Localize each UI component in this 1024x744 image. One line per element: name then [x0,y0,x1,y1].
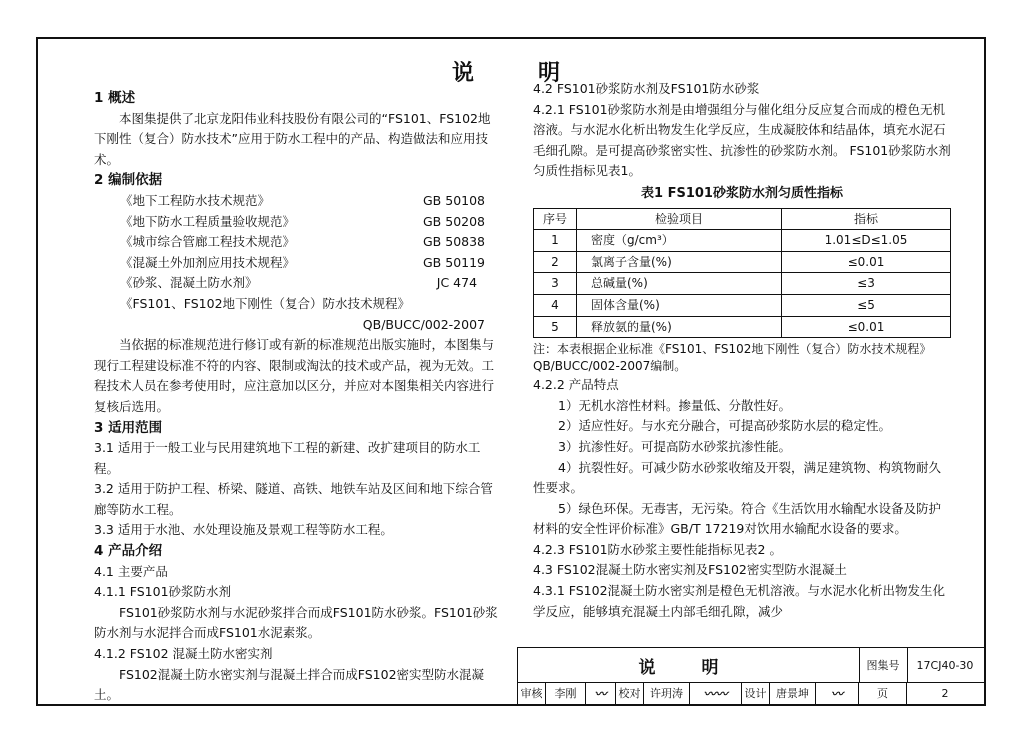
page-label: 页 [859,682,907,704]
standard-item: 《砂浆、混凝土防水剂》 JC 474 [120,275,485,291]
title-block-row-1 [518,648,984,683]
section-2-paragraph: 当依据的标准规范进行修订或有新的标准规范出版实施时，本图集与现行工程建设标准不符的内容、限制或淘汰的技术或产品，视为无效。工程技术人员在参考使用时，应注意加以区分，并应对本图集相关内容进行复核后选用。 [94,337,495,414]
feature-3: 3）抗渗性好。可提高防水砂浆抗渗性能。 [558,438,791,454]
feature-5: 5）绿色环保。无毒害，无污染。符合《生活饮用水输配水设备及防护材料的安全性评价标准》GB/T 17219对饮用水输配水设备的要求。 [533,500,941,537]
standard-item: 《地下防水工程质量验收规范》 GB 50208 [120,213,485,229]
clause-4-2: 4.2 FS101砂浆防水剂及FS101防水砂浆 [533,81,760,96]
table-row: 1 密度（g/cm³） 1.01≤D≤1.05 [534,230,951,252]
design-label: 设计 [742,682,770,704]
uniformity-table [533,208,951,339]
section-1-heading: 1 概述 [94,90,136,106]
feature-4: 4）抗裂性好。可减少防水砂浆收缩及开裂，满足建筑物、构筑物耐久性要求。 [533,459,941,496]
section-1-paragraph: 本图集提供了北京龙阳伟业科技股份有限公司的“FS101、FS102地下刚性（复合）防水技术”应用于防水工程中的产品、构造做法和应用技术。 [94,110,491,167]
section-4-heading: 4 产品介绍 [94,543,163,560]
designer-name: 唐景坤 [770,682,816,704]
clause-4-1-2-paragraph: FS102混凝土防水密实剂与混凝土拌合而成FS102密实型防水混凝土。 [94,666,485,703]
check-label: 校对 [616,682,644,704]
title-char-1: 说 [452,61,477,86]
atlas-number: 17CJ40-30 [916,658,974,672]
table-header-value: 指标 [782,208,951,230]
table-row: 5 释放氨的量(%) ≤0.01 [534,316,951,338]
page-number: 2 [941,686,949,700]
clause-4-2-2: 4.2.2 产品特点 [533,377,619,393]
clause-3-1: 3.1 适用于一般工业与民用建筑地下工程的新建、改扩建项目的防水工程。 [94,440,481,476]
atlas-label: 图集号 [859,648,908,682]
table-row: 4 固体含量(%) ≤5 [534,294,951,316]
clause-4-1-1-paragraph: FS101砂浆防水剂与水泥砂浆拌合而成FS101防水砂浆。FS101砂浆防水剂与水泥拌合而成FS101水泥素浆。 [94,604,498,641]
reviewer-signature: 〰 [586,682,616,704]
title-char-2: 明 [538,61,563,86]
section-3-heading: 3 适用范围 [94,419,163,436]
designer-signature: 〰 [816,682,859,704]
clause-4-1: 4.1 主要产品 [94,563,168,579]
title-block [517,647,984,704]
table-row: 2 氯离子含量(%) ≤0.01 [534,251,951,273]
feature-1: 1）无机水溶性材料。掺量低、分散性好。 [558,397,791,413]
clause-3-3: 3.3 适用于水池、水处理设施及景观工程等防水工程。 [94,522,393,538]
standard-item: 《混凝土外加剂应用技术规程》 GB 50119 [120,254,485,270]
right-column [533,79,951,622]
standard-item: 《城市综合管廊工程技术规范》 GB 50838 [120,234,485,250]
table-row: 3 总碱量(%) ≤3 [534,273,951,295]
clause-3-2: 3.2 适用于防护工程、桥梁、隧道、高铁、地铁车站及区间和地下综合管廊等防水工程。 [94,481,493,517]
clause-4-2-1: 4.2.1 FS101砂浆防水剂是由增强组分与催化组分反应复合而成的橙色无机溶液。与水泥水化析出物发生化学反应，生成凝胶体和结晶体，填充水泥石毛细孔隙。是可提高砂浆密实性、抗渗性的砂浆防水剂。 FS101砂浆防水剂匀质性指标见表1。 [533,101,951,179]
table-header-no: 序号 [534,208,577,230]
clause-4-2-3: 4.2.3 FS101防水砂浆主要性能指标见表2 。 [533,541,782,557]
clause-4-1-2: 4.1.2 FS102 混凝土防水密实剂 [94,646,273,662]
standard-item-6-code: QB/BUCC/002-2007 [362,316,485,332]
standard-item-6-name: 《FS101、FS102地下刚性（复合）防水技术规程》 [120,295,411,311]
review-label: 审核 [518,682,546,704]
checker-signature: 〰〰 [690,682,742,704]
feature-2: 2）适应性好。与水充分融合，可提高砂浆防水层的稳定性。 [558,418,891,434]
table-header-row [534,208,951,230]
table-note: 注：本表根据企业标准《FS101、FS102地下刚性（复合）防水技术规程》QB/BUCC/002-2007编制。 [533,342,932,374]
title-block-row-2 [518,682,984,704]
clause-4-1-1: 4.1.1 FS101砂浆防水剂 [94,584,232,600]
standard-item: 《地下工程防水技术规范》 GB 50108 [120,192,485,208]
clause-4-3-1: 4.3.1 FS102混凝土防水密实剂是橙色无机溶液。与水泥水化析出物发生化学反应，能够填充混凝土内部毛细孔隙，减少 [533,583,946,619]
drawing-title: 说 明 [518,648,860,682]
checker-name: 许玥涛 [644,682,690,704]
table-header-item: 检验项目 [577,208,782,230]
clause-4-3: 4.3 FS102混凝土防水密实剂及FS102密实型防水混凝土 [533,562,847,578]
reviewer-name: 李刚 [546,682,586,704]
table-caption: 表1 FS101砂浆防水剂匀质性指标 [641,185,843,201]
left-column [94,88,499,706]
section-2-heading: 2 编制依据 [94,172,163,189]
